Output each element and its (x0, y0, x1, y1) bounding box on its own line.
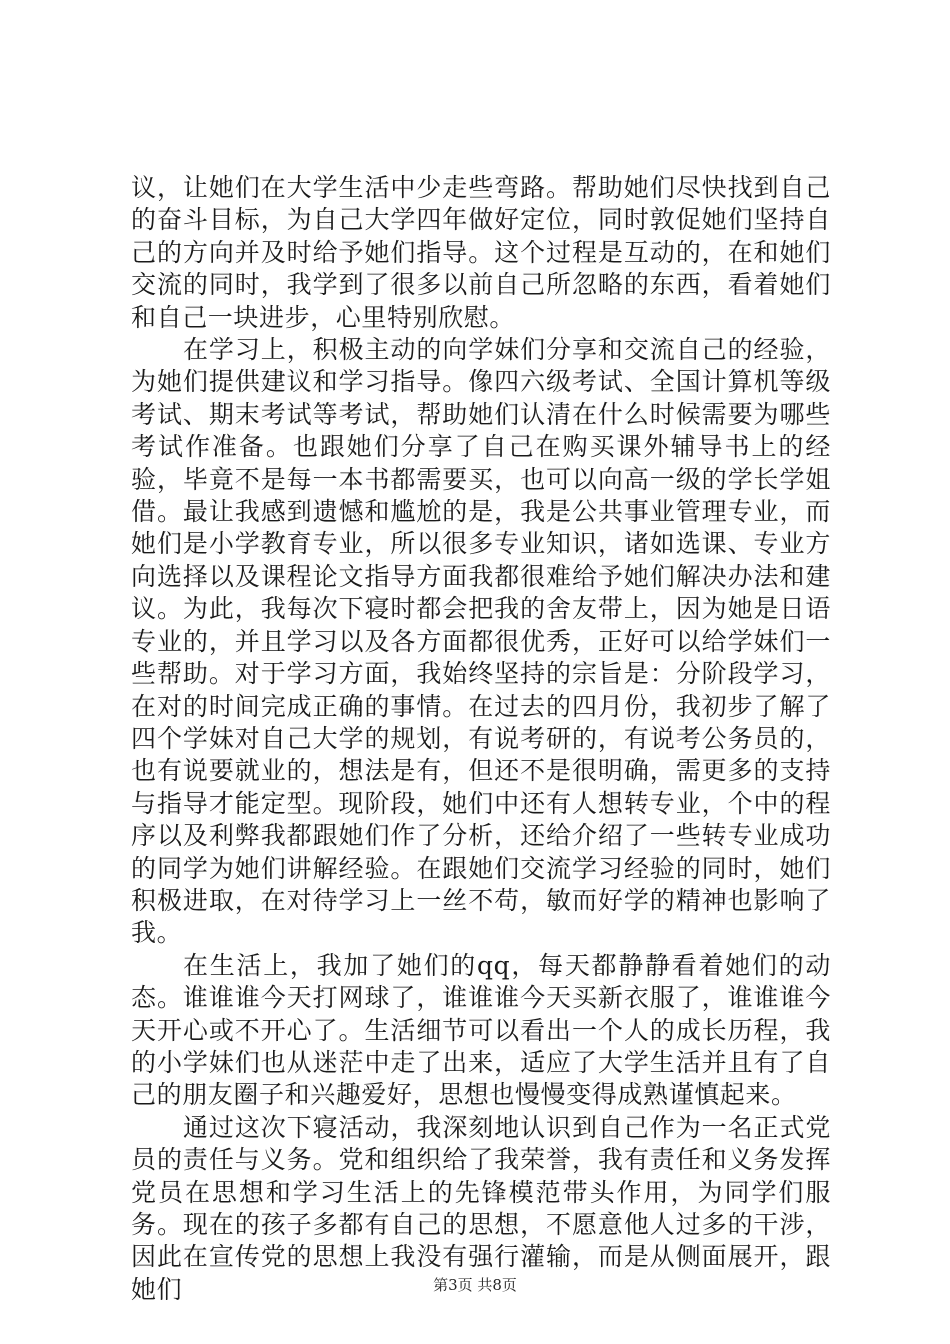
paragraph-3: 在生活上，我加了她们的qq，每天都静静看着她们的动态。谁谁谁今天打网球了，谁谁谁今天买新衣服了，谁谁谁今天开心或不开心了。生活细节可以看出一个人的成长历程，我的小学妹们也从迷茫中走了出来，适应了大学生活并且有了自己的朋友圈子和兴趣爱好，思想也慢慢变得成熟谨慎起来。 (131, 950, 831, 1110)
paragraph-4: 通过这次下寝活动，我深刻地认识到自己作为一名正式党员的责任与义务。党和组织给了我荣誉，我有责任和义务发挥党员在思想和学习生活上的先锋模范带头作用，为同学们服务。现在的孩子多都有自己的思想，不愿意他人过多的干涉，因此在宣传党的思想上我没有强行灌输，而是从侧面展开，跟她们 (131, 1112, 831, 1304)
paragraph-2: 在学习上，积极主动的向学妹们分享和交流自己的经验，为她们提供建议和学习指导。像四六级考试、全国计算机等级考试、期末考试等考试，帮助她们认清在什么时候需要为哪些考试作准备。也跟她们分享了自己在购买课外辅导书上的经验，毕竟不是每一本书都需要买，也可以向高一级的学长学姐借。最让我感到遗憾和尴尬的是，我是公共事业管理专业，而她们是小学教育专业，所以很多专业知识，诸如选课、专业方向选择以及课程论文指导方面我都很难给予她们解决办法和建议。为此，我每次下寝时都会把我的舍友带上，因为她是日语专业的，并且学习以及各方面都很优秀，正好可以给学妹们一些帮助。对于学习方面，我始终坚持的宗旨是：分阶段学习，在对的时间完成正确的事情。在过去的四月份，我初步了解了四个学妹对自己大学的规划，有说考研的，有说考公务员的，也有说要就业的，想法是有，但还不是很明确，需更多的支持与指导才能定型。现阶段，她们中还有人想转专业，个中的程序以及利弊我都跟她们作了分析，还给介绍了一些转专业成功的同学为她们讲解经验。在跟她们交流学习经验的同时，她们积极进取，在对待学习上一丝不苟，敏而好学的精神也影响了我。 (131, 335, 831, 948)
page-number-footer: 第3页 共8页 (433, 1276, 517, 1294)
document-body (131, 172, 831, 1306)
paragraph-1: 议，让她们在大学生活中少走些弯路。帮助她们尽快找到自己的奋斗目标，为自己大学四年做好定位，同时敦促她们坚持自己的方向并及时给予她们指导。这个过程是互动的，在和她们交流的同时，我学到了很多以前自己所忽略的东西，看着她们和自己一块进步，心里特别欣慰。 (131, 173, 831, 332)
